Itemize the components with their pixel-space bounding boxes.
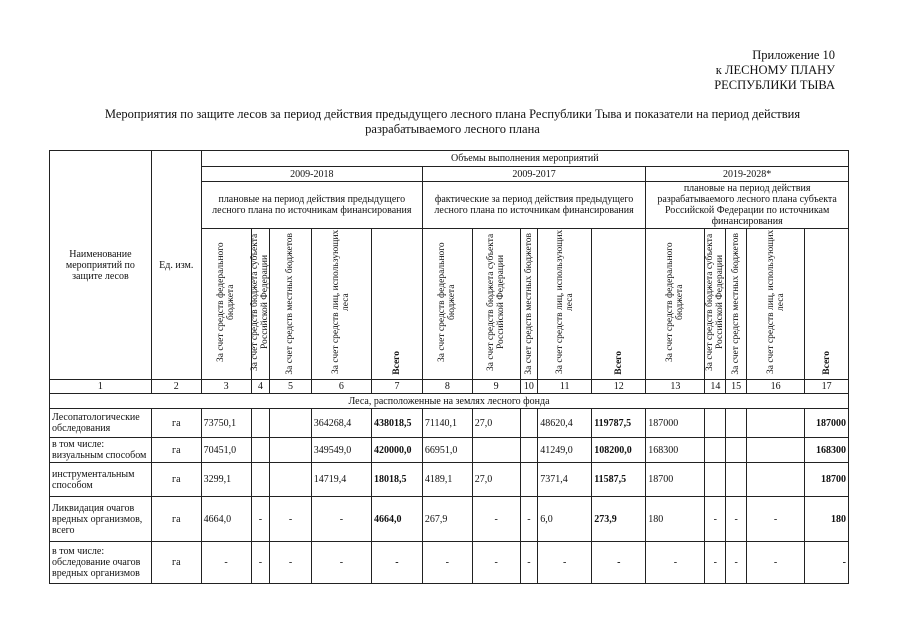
header-source-label: За счет средств лиц, использующих леса <box>331 229 352 375</box>
value-cell: 71140,1 <box>422 409 472 438</box>
value-cell <box>726 463 747 497</box>
column-number: 5 <box>270 380 312 394</box>
value-cell: 364268,4 <box>311 409 371 438</box>
value-cell <box>705 438 726 463</box>
header-source-col-17 <box>805 229 849 380</box>
header-source-col-4 <box>251 229 270 380</box>
value-cell: 4189,1 <box>422 463 472 497</box>
total-cell: 119787,5 <box>592 409 646 438</box>
header-period-1: 2009-2018 <box>201 167 422 182</box>
column-number: 15 <box>726 380 747 394</box>
measure-name: в том числе: обследование очагов вредных организмов <box>50 542 152 584</box>
column-number: 10 <box>520 380 538 394</box>
value-cell <box>726 409 747 438</box>
header-source-label: За счет средств лиц, использующих леса <box>554 229 575 375</box>
total-cell: - <box>592 542 646 584</box>
header-group-planned-new: плановые на период действия разрабатываемого лесного плана субъекта Российской Федерации по источникам финансирования <box>646 182 849 229</box>
value-cell <box>270 463 312 497</box>
table-row <box>50 409 849 438</box>
header-source-col-14 <box>705 229 726 380</box>
header-source-label: Всего <box>613 351 624 375</box>
header-source-col-15 <box>726 229 747 380</box>
total-cell: 168300 <box>805 438 849 463</box>
value-cell <box>747 463 805 497</box>
total-cell: 420000,0 <box>372 438 423 463</box>
header-measure-name: Наименование мероприятий по защите лесов <box>50 151 152 380</box>
value-cell <box>747 409 805 438</box>
column-numbers-row <box>50 380 849 394</box>
protection-measures-table <box>49 150 849 584</box>
header-unit: Ед. изм. <box>151 151 201 380</box>
value-cell: 187000 <box>646 409 705 438</box>
table-row <box>50 438 849 463</box>
header-source-col-7 <box>372 229 423 380</box>
header-source-col-5 <box>270 229 312 380</box>
value-cell: 70451,0 <box>201 438 251 463</box>
total-cell: 4664,0 <box>372 497 423 542</box>
value-cell: 27,0 <box>472 463 520 497</box>
value-cell: 48620,4 <box>538 409 592 438</box>
value-cell <box>705 409 726 438</box>
value-cell: 349549,0 <box>311 438 371 463</box>
value-cell: - <box>270 497 312 542</box>
value-cell: 3299,1 <box>201 463 251 497</box>
unit-cell: га <box>151 542 201 584</box>
column-number: 7 <box>372 380 423 394</box>
value-cell: 180 <box>646 497 705 542</box>
value-cell: - <box>422 542 472 584</box>
value-cell <box>251 438 270 463</box>
appendix-line-1: Приложение 10 <box>752 48 835 62</box>
appendix-line-2: к ЛЕСНОМУ ПЛАНУ <box>715 63 835 77</box>
value-cell: 18700 <box>646 463 705 497</box>
total-cell: 11587,5 <box>592 463 646 497</box>
value-cell: - <box>538 542 592 584</box>
appendix-line-3: РЕСПУБЛИКИ ТЫВА <box>714 78 835 92</box>
column-number: 11 <box>538 380 592 394</box>
header-source-label: За счет средств федерального бюджета <box>437 242 458 362</box>
value-cell <box>520 463 538 497</box>
value-cell <box>270 438 312 463</box>
value-cell <box>726 438 747 463</box>
header-source-col-3 <box>201 229 251 380</box>
column-number: 6 <box>311 380 371 394</box>
unit-cell: га <box>151 497 201 542</box>
unit-cell: га <box>151 438 201 463</box>
value-cell <box>251 463 270 497</box>
header-source-col-10 <box>520 229 538 380</box>
value-cell: - <box>520 497 538 542</box>
value-cell: 267,9 <box>422 497 472 542</box>
value-cell: - <box>646 542 705 584</box>
total-cell: - <box>372 542 423 584</box>
appendix-header <box>714 48 835 93</box>
measure-name: Лесопатологические обследования <box>50 409 152 438</box>
unit-cell: га <box>151 409 201 438</box>
column-number: 17 <box>805 380 849 394</box>
total-cell: 18018,5 <box>372 463 423 497</box>
value-cell: 27,0 <box>472 409 520 438</box>
value-cell: - <box>747 542 805 584</box>
value-cell: - <box>311 497 371 542</box>
header-source-label: За счет средств бюджета субъекта Российской Федерации <box>250 233 271 371</box>
header-source-col-11 <box>538 229 592 380</box>
total-cell: 187000 <box>805 409 849 438</box>
value-cell: - <box>311 542 371 584</box>
value-cell <box>270 409 312 438</box>
header-source-col-6 <box>311 229 371 380</box>
value-cell: - <box>251 542 270 584</box>
column-number: 14 <box>705 380 726 394</box>
value-cell: 4664,0 <box>201 497 251 542</box>
column-number: 4 <box>251 380 270 394</box>
value-cell: - <box>705 497 726 542</box>
header-source-label: За счет средств местных бюджетов <box>731 233 742 375</box>
value-cell: - <box>270 542 312 584</box>
value-cell: 168300 <box>646 438 705 463</box>
header-period-2: 2009-2017 <box>422 167 645 182</box>
header-volumes: Объемы выполнения мероприятий <box>201 151 848 167</box>
column-number: 1 <box>50 380 152 394</box>
value-cell: 6,0 <box>538 497 592 542</box>
table-row <box>50 542 849 584</box>
value-cell <box>520 409 538 438</box>
table-row <box>50 463 849 497</box>
document-title: Мероприятия по защите лесов за период действия предыдущего лесного плана Республики Тыва и показатели на период действия разрабатываемого лесного плана <box>104 107 801 136</box>
value-cell: 66951,0 <box>422 438 472 463</box>
section-row <box>50 394 849 409</box>
measure-name: инструментальным способом <box>50 463 152 497</box>
header-source-col-16 <box>747 229 805 380</box>
value-cell <box>251 409 270 438</box>
header-source-col-9 <box>472 229 520 380</box>
value-cell: 14719,4 <box>311 463 371 497</box>
header-group-planned-previous: плановые на период действия предыдущего лесного плана по источникам финансирования <box>201 182 422 229</box>
column-number: 2 <box>151 380 201 394</box>
measure-name: в том числе: визуальным способом <box>50 438 152 463</box>
header-source-label: За счет средств федерального бюджета <box>216 242 237 362</box>
value-cell: - <box>705 542 726 584</box>
header-source-label: За счет средств федерального бюджета <box>665 242 686 362</box>
value-cell <box>520 438 538 463</box>
value-cell <box>472 438 520 463</box>
value-cell: - <box>472 497 520 542</box>
header-source-col-8 <box>422 229 472 380</box>
value-cell: - <box>201 542 251 584</box>
column-number: 13 <box>646 380 705 394</box>
column-number: 16 <box>747 380 805 394</box>
header-period-3: 2019-2028* <box>646 167 849 182</box>
total-cell: 180 <box>805 497 849 542</box>
header-source-label: За счет средств местных бюджетов <box>285 233 296 375</box>
header-source-label: Всего <box>391 351 402 375</box>
header-group-actual-previous: фактические за период действия предыдущего лесного плана по источникам финансирования <box>422 182 645 229</box>
value-cell: - <box>726 497 747 542</box>
column-number: 3 <box>201 380 251 394</box>
total-cell: 18700 <box>805 463 849 497</box>
value-cell: - <box>472 542 520 584</box>
section-title: Леса, расположенные на землях лесного фонда <box>50 394 849 409</box>
value-cell: 73750,1 <box>201 409 251 438</box>
value-cell: - <box>251 497 270 542</box>
header-source-label: За счет средств местных бюджетов <box>523 233 534 375</box>
header-source-col-13 <box>646 229 705 380</box>
total-cell: 273,9 <box>592 497 646 542</box>
value-cell: - <box>520 542 538 584</box>
unit-cell: га <box>151 463 201 497</box>
measure-name: Ликвидация очагов вредных организмов, всего <box>50 497 152 542</box>
column-number: 9 <box>472 380 520 394</box>
total-cell: 438018,5 <box>372 409 423 438</box>
table-row <box>50 497 849 542</box>
total-cell: - <box>805 542 849 584</box>
header-source-col-12 <box>592 229 646 380</box>
header-source-label: Всего <box>821 351 832 375</box>
value-cell: 7371,4 <box>538 463 592 497</box>
column-number: 8 <box>422 380 472 394</box>
header-source-label: За счет средств бюджета субъекта Российской Федерации <box>486 233 507 371</box>
value-cell: - <box>747 497 805 542</box>
header-source-label: За счет средств бюджета субъекта Российской Федерации <box>705 233 726 371</box>
value-cell: 41249,0 <box>538 438 592 463</box>
value-cell <box>705 463 726 497</box>
value-cell <box>747 438 805 463</box>
column-number: 12 <box>592 380 646 394</box>
value-cell: - <box>726 542 747 584</box>
header-source-label: За счет средств лиц, использующих леса <box>765 229 786 375</box>
total-cell: 108200,0 <box>592 438 646 463</box>
